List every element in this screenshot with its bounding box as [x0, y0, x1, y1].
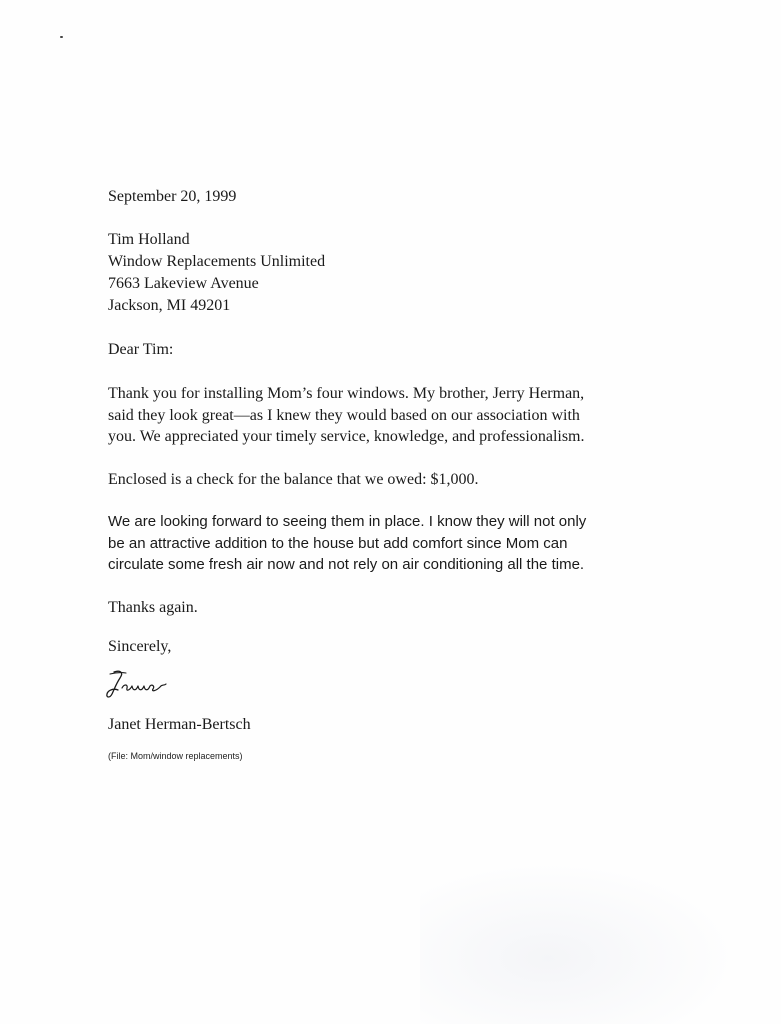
paragraph-payment — [108, 469, 678, 491]
paragraph-line: be an attractive addition to the house but add comfort since Mom can — [108, 534, 568, 552]
salutation: Dear Tim: — [108, 341, 174, 358]
recipient-company: Window Replacements Unlimited — [108, 253, 326, 270]
recipient-street: 7663 Lakeview Avenue — [108, 275, 259, 292]
letter-body — [108, 186, 678, 762]
paragraph-line: We are looking forward to seeing them in place. I know they will not only — [108, 513, 587, 530]
signer-name: Janet Herman-Bertsch — [108, 715, 251, 733]
paragraph-line: Thank you for installing Mom’s four windows. My brother, Jerry Herman, — [108, 385, 585, 402]
scan-smudge — [420, 860, 740, 1024]
paragraph-line: circulate some fresh air now and not rely on air conditioning all the time. — [108, 556, 585, 573]
closing: Sincerely, — [108, 637, 172, 655]
closing-thanks: Thanks again. — [108, 598, 198, 616]
paragraph-line: you. We appreciated your timely service, knowledge, and professionalism. — [108, 428, 585, 445]
recipient-city: Jackson, MI 49201 — [108, 297, 231, 314]
paragraph-line: said they look great—as I knew they would based on our association with — [108, 406, 580, 424]
recipient-name: Tim Holland — [108, 231, 190, 248]
paragraph-looking-forward — [108, 511, 678, 576]
handwritten-signature — [100, 664, 190, 704]
file-note: (File: Mom/window replacements) — [108, 750, 243, 761]
recipient-address — [108, 229, 678, 317]
letter-date: September 20, 1999 — [108, 188, 237, 205]
paragraph-thanks — [108, 383, 678, 448]
scan-speck — [60, 36, 63, 38]
paragraph-line: Enclosed is a check for the balance that we owed: $1,000. — [108, 470, 479, 488]
